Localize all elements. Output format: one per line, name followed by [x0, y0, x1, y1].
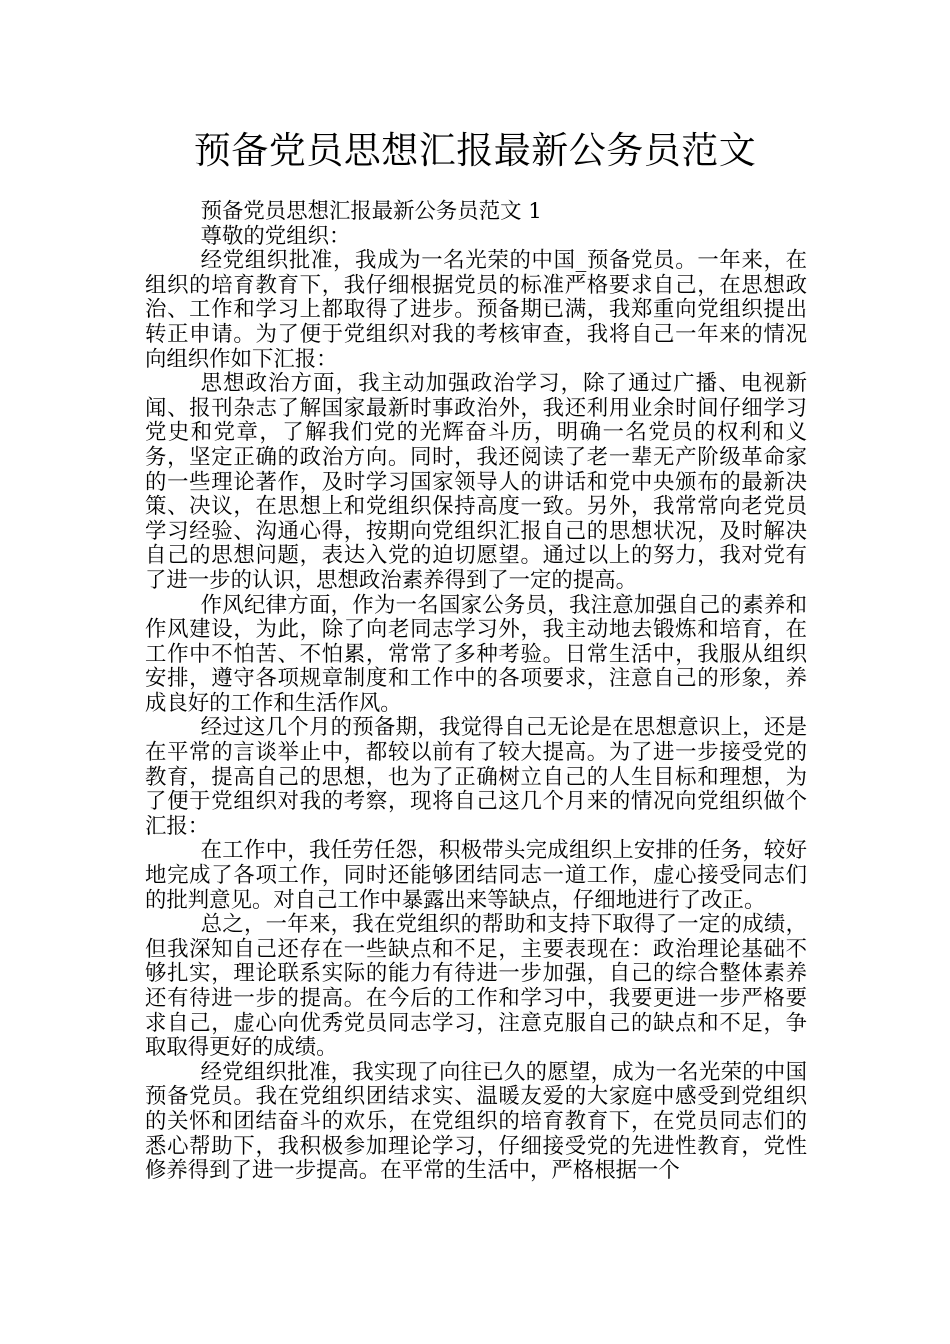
paragraph: 在工作中，我任劳任怨，积极带头完成组织上安排的任务，较好地完成了各项工作，同时还能够团结同志一道工作，虚心接受同志们的批判意见。对自己工作中暴露出来等缺点，仔细地进行了改正。: [145, 838, 807, 913]
paragraph: 经党组织批准，我实现了向往已久的愿望，成为一名光荣的中国预备党员。我在党组织团结求实、温暖友爱的大家庭中感受到党组织的关怀和团结奋斗的欢乐，在党组织的培育教育下，在党员同志们的悉心帮助下，我积极参加理论学习，仔细接受党的先进性教育，党性修养得到了进一步提高。在平常的生活中，严格根据一个: [145, 1059, 807, 1184]
paragraph: 经党组织批准，我成为一名光荣的中国_预备党员。一年来，在组织的培育教育下，我仔细根据党员的标准严格要求自己，在思想政治、工作和学习上都取得了进步。预备期已满，我郑重向党组织提出转正申请。为了便于党组织对我的考核审查，我将自己一年来的情况向组织作如下汇报：: [145, 248, 807, 372]
paragraph: 经过这几个月的预备期，我觉得自己无论是在思想意识上，还是在平常的言谈举止中，都较以前有了较大提高。为了进一步接受党的教育，提高自己的思想，也为了正确树立自己的人生目标和理想，为了便于党组织对我的考察，现将自己这几个月来的情况向党组织做个汇报：: [145, 715, 807, 839]
document-title: 预备党员思想汇报最新公务员范文: [193, 129, 757, 172]
document-body: [145, 200, 807, 1184]
paragraph: 作风纪律方面，作为一名国家公务员，我注意加强自己的素养和作风建设，为此，除了向老同志学习外，我主动地去锻炼和培育，在工作中不怕苦、不怕累，常常了多种考验。日常生活中，我服从组织安排，遵守各项规章制度和工作中的各项要求，注意自己的形象，养成良好的工作和生活作风。: [145, 592, 807, 716]
paragraph: 思想政治方面，我主动加强政治学习，除了通过广播、电视新闻、报刊杂志了解国家最新时事政治外，我还利用业余时间仔细学习党史和党章，了解我们党的光辉奋斗历，明确一名党员的权利和义务，坚定正确的政治方向。同时，我还阅读了老一辈无产阶级革命家的一些理论著作，及时学习国家领导人的讲话和党中央颁布的最新决策、决议，在思想上和党组织保持高度一致。另外，我常常向老党员学习经验、沟通心得，按期向党组织汇报自己的思想状况，及时解决自己的思想问题，表达入党的迫切愿望。通过以上的努力，我对党有了进一步的认识，思想政治素养得到了一定的提高。: [145, 371, 807, 593]
paragraph: 总之，一年来，我在党组织的帮助和支持下取得了一定的成绩，但我深知自己还存在一些缺点和不足，主要表现在：政治理论基础不够扎实，理论联系实际的能力有待进一步加强，自己的综合整体素养还有待进一步的提高。在今后的工作和学习中，我要更进一步严格要求自己，虚心向优秀党员同志学习，注意克服自己的缺点和不足，争取取得更好的成绩。: [145, 912, 807, 1061]
paragraph-salutation: 尊敬的党组织：: [200, 223, 351, 249]
paragraph-subtitle: 预备党员思想汇报最新公务员范文 1: [200, 199, 542, 224]
